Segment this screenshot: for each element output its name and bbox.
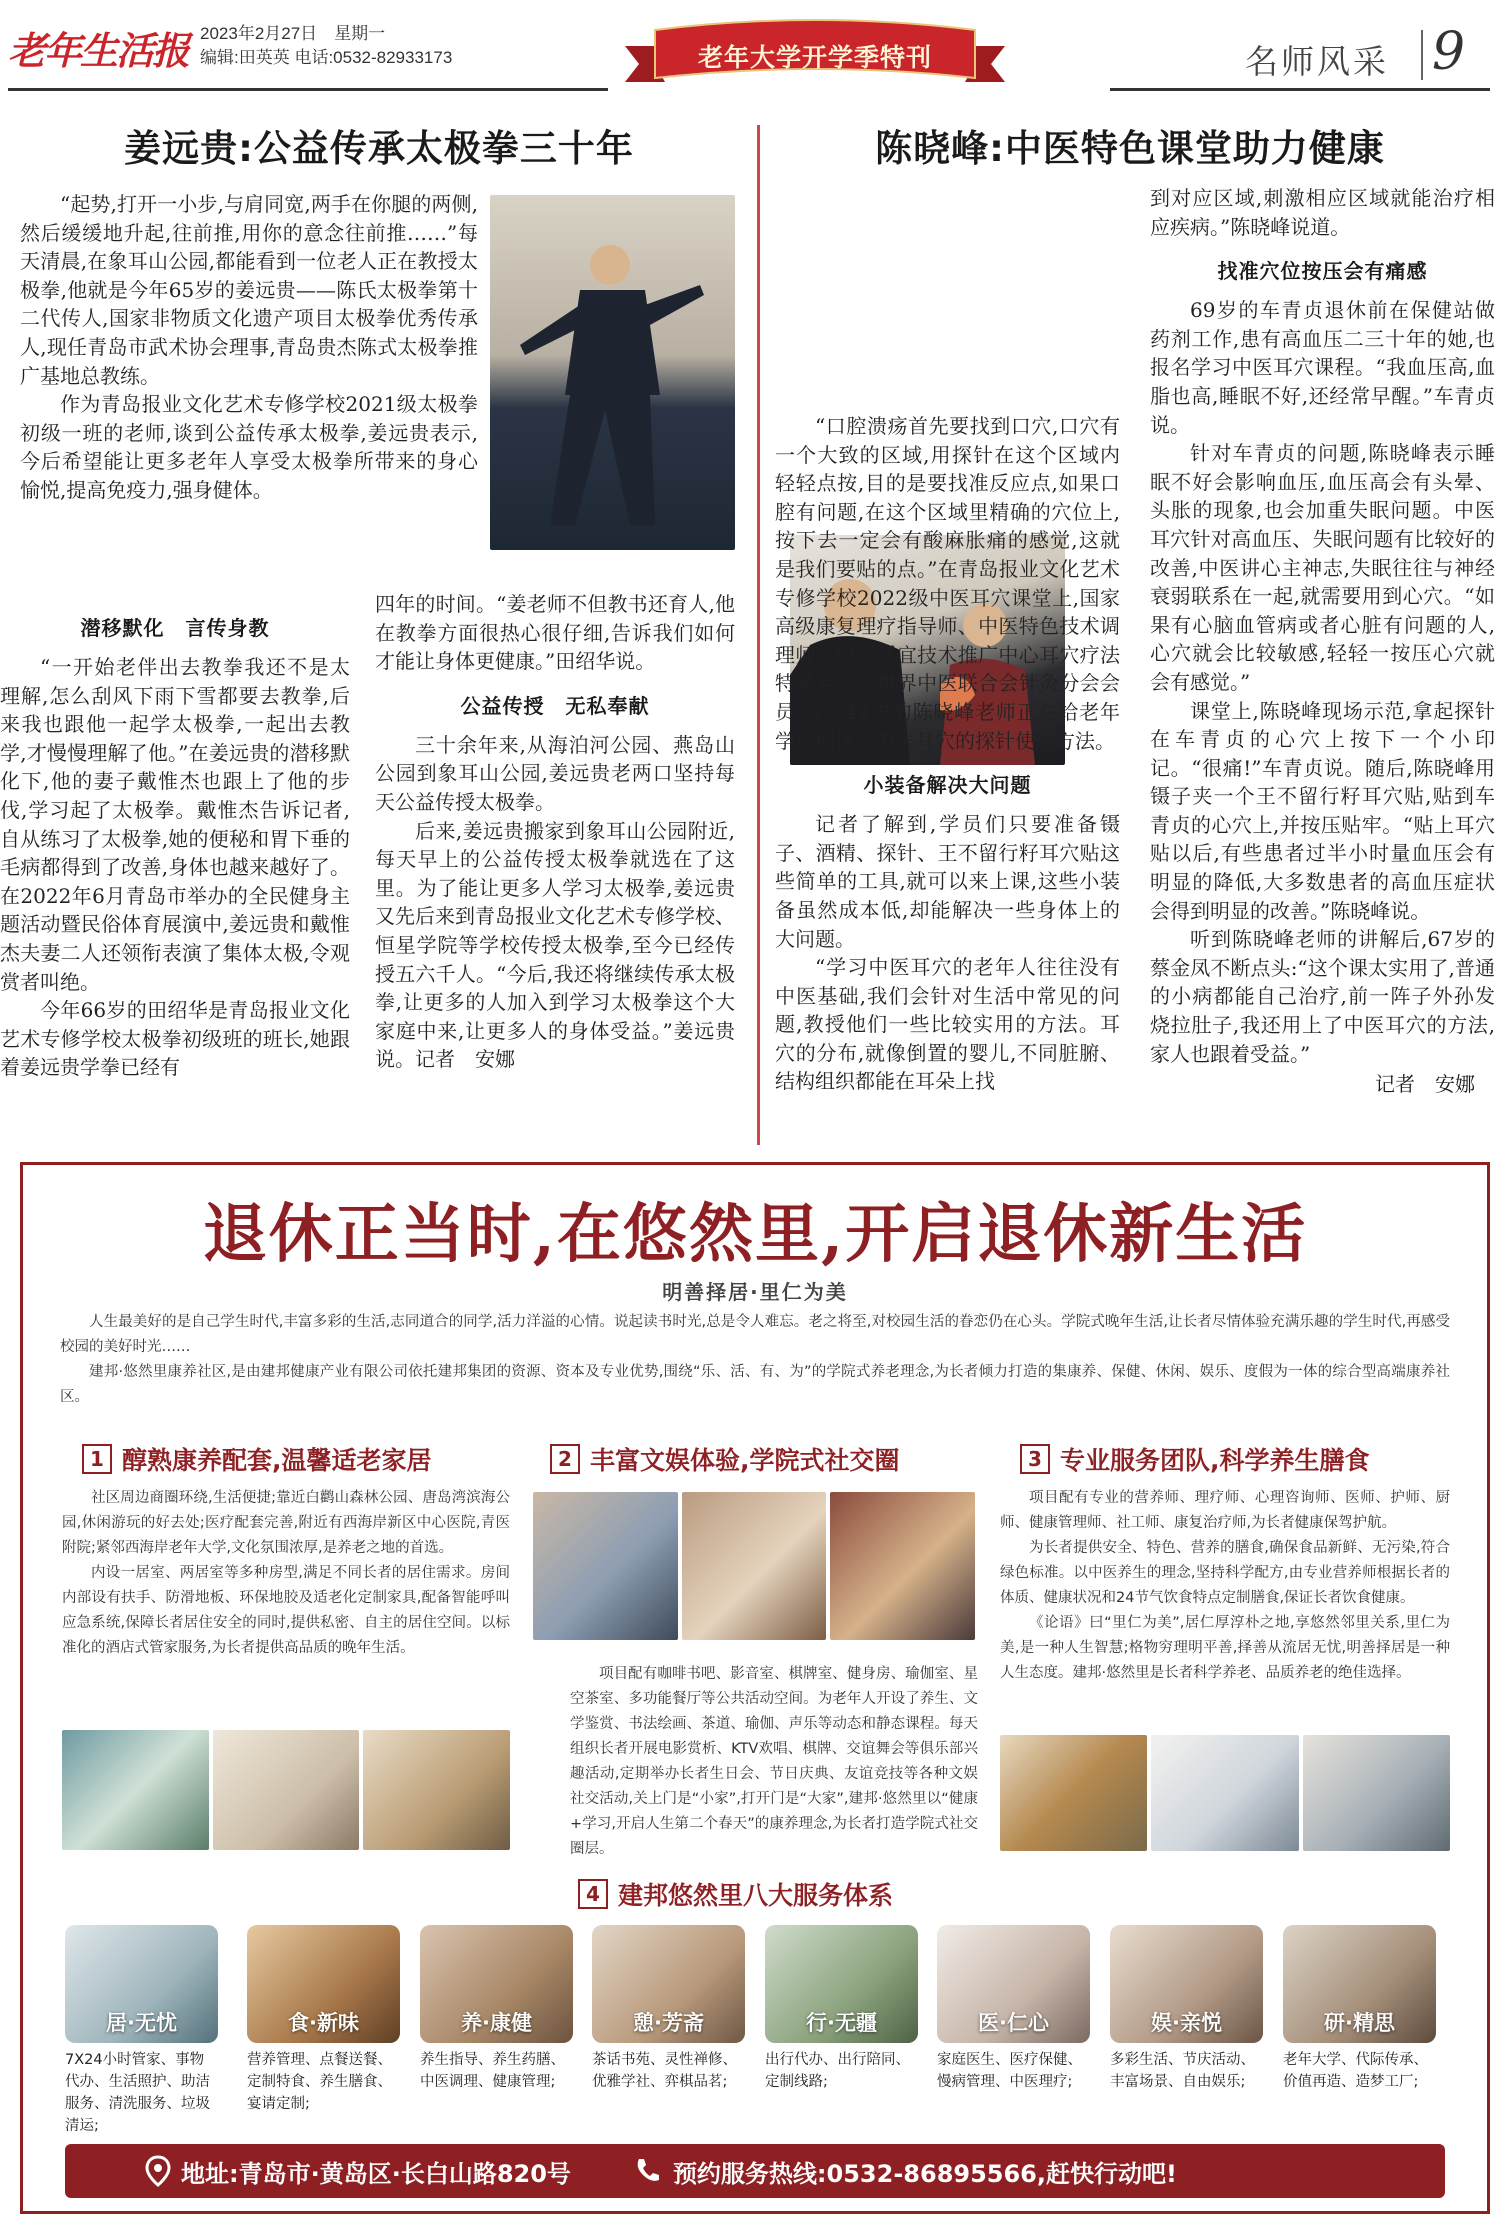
service-desc: 出行代办、出行陪同、定制线路;	[765, 2052, 910, 2090]
service-label: 食·新味	[288, 2011, 359, 2035]
ad-section-1-title: 醇熟康养配套,温馨适老家居	[122, 1446, 432, 1475]
service-desc: 7X24小时管家、事物代办、生活照护、助洁服务、清洗服务、垃圾清运;	[65, 2052, 210, 2134]
article-divider	[757, 125, 760, 1145]
service-desc: 老年大学、代际传承、价值再造、造梦工厂;	[1283, 2052, 1428, 2090]
service-desc: 家庭医生、医疗保健、慢病管理、中医理疗;	[937, 2052, 1082, 2090]
ad-section-4-number: 4	[578, 1879, 608, 1909]
service-desc: 茶话书苑、灵性禅修、优雅学社、弈棋品茗;	[592, 2052, 737, 2090]
service-item	[1283, 1925, 1436, 2093]
reading-club-photo	[682, 1492, 827, 1640]
right-subheading-1: 小装备解决大问题	[863, 773, 1032, 798]
right-column-2: 到对应区域,刺激相应区域就能治疗相应疾病。”陈晓峰说道。 找准穴位按压会有痛感 69岁的车青贞退休前在保健站做药剂工作,患有高血压二三十年的她,也报名学习中医耳穴课程。“我血压高,血脂也高,睡眠不好,还经常早醒。”车青贞说。 针对车青贞的问题,陈晓峰表示睡眠不好会影响血压,血压高会有头晕、头胀的现象,也会加重失眠问题。中医耳穴针对高血压、失眠问题有比较好的改善,中医讲心主神志,失眠往往与神经衰弱联系在一起,就需要用到心穴。“如果有心脑血管病或者心脏有问题的人,心穴就会比较敏感,轻轻一按压心穴就会有感觉。” 课堂上,陈晓峰现场示范,拿起探针在车青贞的心穴上按下一个小印记。“很痛!”车青贞说。随后,陈晓峰用镊子夹一个王不留行籽耳穴贴,贴到车青贞的心穴上,并按压贴牢。“贴上耳穴贴以后,有些患者过半小时量血压会有明显的降低,大多数患者的高血压症状会得到明显的改善。”陈晓峰说。 听到陈晓峰老师的讲解后,67岁的蔡金凤不断点头:“这个课太实用了,普通的小病都能自己治疗,前一阵子外孙发烧拉肚子,我还用上了中医耳穴的方法,家人也跟着受益。” 记者 安娜	[1150, 186, 1495, 1097]
rehab-photo	[1303, 1735, 1450, 1851]
service-label: 养·康健	[461, 2011, 532, 2035]
right-column-1: “口腔溃疡首先要找到口穴,口穴有一个大致的区域,用探针在这个区域内轻轻点按,目的是要找准反应点,如果口腔有问题,在这个区域里精确的穴位上,按下去一定会有酸麻胀痛的感觉,这就是我们要贴的点。”在青岛报业文化艺术专修学校2022级中医耳穴课堂上,国家高级康复理疗指导师、中医特色技术调理师、中医适宜技术推广中心耳穴疗法特聘专家、世界中医联合会针灸分会会员,今年42岁的陈晓峰老师正在给老年学员们讲授中医耳穴的探针使用方法。 小装备解决大问题 记者了解到,学员们只要准备镊子、酒精、探针、王不留行籽耳穴贴这些简单的工具,就可以来上课,这些小装备虽然成本低,却能解决一些身体上的大问题。 “学习中医耳穴的老年人往往没有中医基础,我们会针对生活中常见的问题,教授他们一些比较实用的方法。耳穴的分布,就像倒置的婴儿,不同脏腑、结构组织都能在耳朵上找	[775, 414, 1120, 1094]
issue-date: 2023年2月27日	[200, 24, 318, 43]
ad-section-1-heading	[82, 1441, 432, 1477]
left-subheading-2: 公益传授 无私奉献	[460, 693, 650, 718]
ad-section-1-photos	[62, 1730, 510, 1850]
service-label: 行·无疆	[806, 2011, 877, 2035]
service-label: 娱·亲悦	[1151, 2011, 1222, 2035]
masthead-info	[200, 22, 452, 70]
ad-section-2-photos	[533, 1492, 975, 1640]
service-label: 研·精思	[1324, 2011, 1395, 2035]
service-photo	[937, 1925, 1090, 2043]
masthead-rule-left	[8, 88, 608, 91]
service-item	[420, 1925, 573, 2093]
service-desc: 营养管理、点餐送餐、定制特食、养生膳食、宴请定制;	[247, 2052, 392, 2112]
service-label: 居·无忧	[106, 2011, 177, 2035]
service-item	[1110, 1925, 1263, 2093]
service-item	[592, 1925, 745, 2093]
editor-line: 编辑:田英英 电话:0532-82933173	[200, 48, 453, 67]
ad-section-2-number: 2	[550, 1444, 580, 1474]
left-article-title: 姜远贵:公益传承太极拳三十年	[124, 127, 634, 170]
ad-tagline: 明善择居·里仁为美	[662, 1280, 848, 1304]
service-photo	[65, 1925, 218, 2043]
service-photo	[592, 1925, 745, 2043]
section-divider	[1421, 30, 1423, 80]
service-item	[765, 1925, 918, 2093]
left-column-1: 潜移默化 言传身教 “一开始老伴出去教拳我还不是太理解,怎么刮风下雨下雪都要去教拳,后来我也跟他一起学太极拳,一起出去教学,才慢慢理解了他。”在姜远贵的潜移默化下,他的妻子戴惟杰也跟上了他的步伐,学习起了太极拳。戴惟杰告诉记者,自从练习了太极拳,她的便秘和胃下垂的毛病都得到了改善,身体也越来越好了。在2022年6月青岛市举办的全民健身主题活动暨民俗体育展演中,姜远贵和戴惟杰夫妻二人还领衔表演了集体太极,令观赏者叫绝。 今年66岁的田绍华是青岛报业文化艺术专修学校太极拳初级班的班长,她跟着姜远贵学拳已经有	[0, 598, 350, 1082]
right-reporter: 记者 安娜	[1375, 1072, 1475, 1097]
issue-weekday: 星期一	[334, 24, 386, 43]
service-photo	[1110, 1925, 1263, 2043]
right-article-title: 陈晓峰:中医特色课堂助力健康	[875, 127, 1385, 170]
page-number: 9	[1432, 22, 1466, 82]
ad-section-2-heading	[550, 1441, 900, 1477]
ad-intro: 人生最美好的是自己学生时代,丰富多彩的生活,志同道合的同学,活力洋溢的心情。说起读书时光,总是令人难忘。老之将至,对校园生活的眷恋仍在心头。学院式晚年生活,让长者尽情体验充满乐趣的学生时代,再感受校园的美好时光…… 建邦·悠然里康养社区,是由建邦健康产业有限公司依托建邦集团的资源、资本及专业优势,围绕“乐、活、有、为”的学院式养老理念,为长者倾力打造的集康养、保健、休闲、娱乐、度假为一体的综合型高端康养社区。	[60, 1314, 1450, 1405]
group-activity-photo	[830, 1492, 975, 1640]
ad-section-1-number: 1	[82, 1444, 112, 1474]
left-column-2: 四年的时间。“姜老师不但教书还育人,他在教拳方面很热心很仔细,告诉我们如何才能让身体更健康。”田绍华说。 公益传授 无私奉献 三十余年来,从海泊河公园、燕岛山公园到象耳山公园,姜远贵老两口坚持每天公益传授太极拳。 后来,姜远贵搬家到象耳山公园附近,每天早上的公益传授太极拳就选在了这里。为了能让更多人学习太极拳,姜远贵又先后来到青岛报业文化艺术专修学校、恒星学院等学校传授太极拳,至今已经传授五六千人。“今后,我还将继续传承太极拳,让更多的人加入到学习太极拳这个大家庭中来,让更多人的身体受益。”姜远贵说。记者 安娜	[375, 592, 735, 1072]
masthead-rule-right	[1110, 88, 1490, 91]
piano-class-photo	[533, 1492, 678, 1640]
living-room-photo	[363, 1730, 510, 1850]
doctor-photo	[1151, 1735, 1298, 1851]
right-subheading-2: 找准穴位按压会有痛感	[1217, 259, 1428, 284]
ad-section-3-heading	[1020, 1441, 1370, 1477]
ad-section-1-text: 社区周边商圈环绕,生活便捷;靠近白鹳山森林公园、唐岛湾滨海公园,休闲游玩的好去处;医疗配套完善,附近有西海岸新区中心医院,青医附院;紧邻西海岸老年大学,文化氛围浓厚,是养老之地的首选。 内设一居室、两居室等多种房型,满足不同长者的居住需求。房间内部设有扶手、防滑地板、环保地胶及适老化定制家具,配备智能呼叫应急系统,保障长者居住安全的同时,提供私密、自主的居住空间。以标准化的酒店式管家服务,为长者提供高品质的晚年生活。	[62, 1490, 510, 1656]
bedroom-photo	[213, 1730, 360, 1850]
ad-section-4-heading	[578, 1876, 893, 1912]
hotline-text: 预约服务热线:0532-86895566,赶快行动吧!	[672, 2159, 1177, 2188]
phone-icon	[631, 2155, 663, 2187]
address-text: 地址:青岛市·黄岛区·长白山路820号	[181, 2159, 571, 2188]
ad-section-3-text: 项目配有专业的营养师、理疗师、心理咨询师、医师、护师、厨师、健康管理师、社工师、康复治疗师,为长者健康保驾护航。 为长者提供安全、特色、营养的膳食,确保食品新鲜、无污染,符合绿色标准。以中医养生的理念,坚持科学配方,由专业营养师根据长者的体质、健康状况和24节气饮食特点定制膳食,保证长者饮食健康。 《论语》曰“里仁为美”,居仁厚淳朴之地,享悠然邻里关系,里仁为美,是一种人生智慧;格物穷理明平善,择善从流居无忧,明善择居是一种人生态度。建邦·悠然里是长者科学养老、品质养老的绝佳选择。	[1000, 1490, 1450, 1681]
left-intro: “起势,打开一小步,与肩同宽,两手在你腿的两侧,然后缓缓地升起,往前推,用你的意念往前推……”每天清晨,在象耳山公园,都能看到一位老人正在教授太极拳,他就是今年65岁的姜远贵——陈氏太极拳第十二代传人,国家非物质文化遗产项目太极拳优秀传承人,现任青岛市武术协会理事,青岛贵杰陈式太极拳推广基地总教练。 作为青岛报业文化艺术专修学校2021级太极拳初级一班的老师,谈到公益传承太极拳,姜远贵表示,今后希望能让更多老年人享受太极拳所带来的身心愉悦,提高免疫力,强身健体。	[20, 192, 478, 502]
taichi-figure-icon	[490, 195, 735, 550]
service-item	[937, 1925, 1090, 2093]
service-photo	[247, 1925, 400, 2043]
ad-section-4-title: 建邦悠然里八大服务体系	[618, 1881, 894, 1910]
ad-section-2-text: 项目配有咖啡书吧、影音室、棋牌室、健身房、瑜伽室、星空茶室、多功能餐厅等公共活动空间。为老年人开设了养生、文学鉴赏、书法绘画、茶道、瑜伽、声乐等动态和静态课程。每天组织长者开展电影赏析、KTV欢唱、棋牌、交谊舞会等俱乐部兴趣活动,定期举办长者生日会、节日庆典、友谊竞技等各种文娱社交活动,关上门是“小家”,打开门是“大家”,建邦·悠然里以“健康+学习,开启人生第二个春天”的康养理念,为长者打造学院式社交圈层。	[570, 1666, 978, 1857]
service-label: 憩·芳斋	[633, 2011, 704, 2035]
banner-title: 老年大学开学季特刊	[697, 43, 932, 72]
taichi-photo	[490, 195, 735, 550]
location-pin-icon	[145, 2155, 171, 2187]
service-label: 医·仁心	[978, 2011, 1049, 2035]
logo: 老年生活报	[8, 28, 189, 73]
community-aerial-photo	[62, 1730, 209, 1850]
contact-bar	[65, 2144, 1445, 2198]
service-photo	[765, 1925, 918, 2043]
left-subheading-1: 潜移默化 言传身教	[80, 616, 270, 640]
ad-headline: 退休正当时,在悠然里,开启退休新生活	[202, 1197, 1308, 1272]
meal-photo	[1000, 1735, 1147, 1851]
ad-section-3-number: 3	[1020, 1444, 1050, 1474]
ad-section-3-title: 专业服务团队,科学养生膳食	[1060, 1446, 1370, 1475]
ad-section-2-title: 丰富文娱体验,学院式社交圈	[590, 1446, 900, 1475]
service-item	[65, 1925, 218, 2137]
service-photo	[1283, 1925, 1436, 2043]
service-item	[247, 1925, 400, 2115]
service-desc: 多彩生活、节庆活动、丰富场景、自由娱乐;	[1110, 2052, 1255, 2090]
service-desc: 养生指导、养生药膳、中医调理、健康管理;	[420, 2052, 565, 2090]
section-name: 名师风采	[1245, 42, 1389, 81]
ad-section-3-photos	[1000, 1735, 1450, 1851]
service-photo	[420, 1925, 573, 2043]
